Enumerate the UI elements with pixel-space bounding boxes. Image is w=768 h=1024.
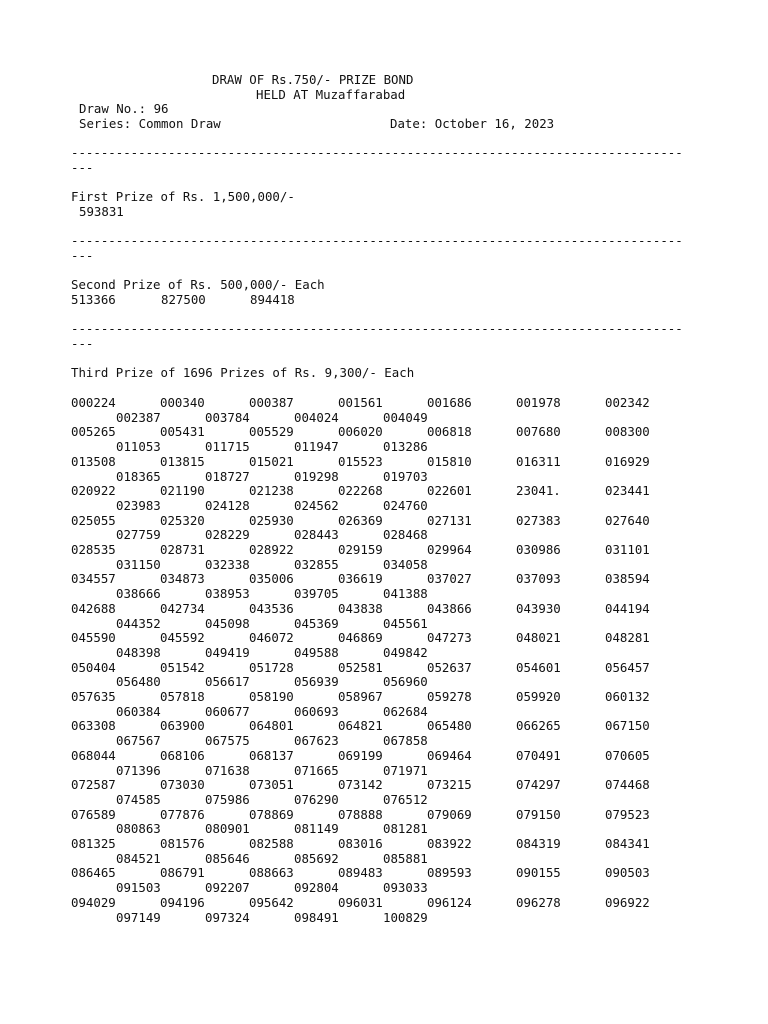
third-prize-number: 024760	[383, 497, 428, 513]
third-prize-number: 067567	[116, 733, 161, 749]
third-prize-number: 084319	[516, 836, 561, 851]
third-prize-number: 045590	[71, 630, 116, 646]
third-prize-number: 063308	[71, 718, 116, 734]
third-prize-number: 083922	[427, 836, 472, 851]
third-prize-number: 044352	[116, 615, 161, 631]
third-prize-number: 028535	[71, 542, 116, 557]
third-prize-number: 045369	[294, 615, 339, 631]
third-prize-number: 067623	[294, 733, 339, 749]
third-prize-number: 052637	[427, 659, 472, 675]
third-prize-number: 022601	[427, 483, 472, 499]
third-prize-number: 001686	[427, 395, 472, 410]
third-prize-number: 074585	[116, 791, 161, 807]
third-prize-number: 081325	[71, 836, 116, 851]
third-prize-number: 076589	[71, 806, 116, 822]
third-prize-number: 048021	[516, 630, 561, 646]
third-prize-number: 042734	[160, 600, 205, 616]
third-prize-number: 016929	[605, 453, 650, 469]
third-prize-number: 089593	[427, 865, 472, 881]
third-prize-number: 060677	[205, 703, 250, 719]
third-prize-number: 085646	[205, 850, 250, 866]
third-prize-number: 036619	[338, 571, 383, 587]
third-prize-number: 000340	[160, 395, 205, 410]
section-divider-tail: ---	[71, 336, 94, 351]
third-prize-number: 062684	[383, 703, 428, 719]
second-prize-number: 513366	[71, 292, 116, 307]
third-prize-number: 100829	[383, 909, 428, 925]
third-prize-number: 063900	[160, 718, 205, 734]
third-prize-number: 074297	[516, 777, 561, 793]
third-prize-number: 057635	[71, 689, 116, 704]
third-prize-number: 059278	[427, 689, 472, 704]
third-prize-number: 050404	[71, 659, 116, 675]
third-prize-number: 080901	[205, 821, 250, 837]
third-prize-number: 079069	[427, 806, 472, 822]
third-prize-number: 089483	[338, 865, 383, 881]
third-prize-number: 080863	[116, 821, 161, 837]
third-prize-number: 031101	[605, 542, 650, 557]
third-prize-number: 046869	[338, 630, 383, 646]
third-prize-number: 028468	[383, 527, 428, 543]
third-prize-number: 073030	[160, 777, 205, 793]
third-prize-number: 043536	[249, 600, 294, 616]
third-prize-number: 081576	[160, 836, 205, 851]
third-prize-number: 081149	[294, 821, 339, 837]
third-prize-number: 027383	[516, 512, 561, 528]
third-prize-number: 071665	[294, 762, 339, 778]
third-prize-number: 038953	[205, 586, 250, 602]
third-prize-number: 048398	[116, 644, 161, 660]
third-prize-number: 072587	[71, 777, 116, 793]
third-prize-number: 096124	[427, 894, 472, 910]
third-prize-number: 058967	[338, 689, 383, 704]
third-prize-number: 085692	[294, 850, 339, 866]
third-prize-number: 071396	[116, 762, 161, 778]
section-divider-tail: ---	[71, 160, 94, 175]
third-prize-number: 049842	[383, 644, 428, 660]
third-prize-number: 088663	[249, 865, 294, 881]
third-prize-number: 071971	[383, 762, 428, 778]
third-prize-number: 020922	[71, 483, 116, 499]
third-prize-number: 034557	[71, 571, 116, 587]
third-prize-number: 007680	[516, 424, 561, 440]
section-divider: ----------------------------------------------------------------------------------	[71, 146, 683, 160]
third-prize-number: 093033	[383, 880, 428, 896]
third-prize-number: 076512	[383, 791, 428, 807]
third-prize-number: 056939	[294, 674, 339, 690]
third-prize-number: 043866	[427, 600, 472, 616]
third-prize-number: 032855	[294, 556, 339, 572]
third-prize-number: 079150	[516, 806, 561, 822]
third-prize-number: 086791	[160, 865, 205, 881]
third-prize-number: 073215	[427, 777, 472, 793]
third-prize-number: 047273	[427, 630, 472, 646]
third-prize-number: 025055	[71, 512, 116, 528]
third-prize-number: 078888	[338, 806, 383, 822]
third-prize-number: 011053	[116, 439, 161, 455]
second-prize-number: 827500	[161, 292, 206, 307]
third-prize-number: 034058	[383, 556, 428, 572]
third-prize-number: 006020	[338, 424, 383, 440]
third-prize-number: 038666	[116, 586, 161, 602]
draw-date: Date: October 16, 2023	[390, 116, 555, 131]
third-prize-number: 054601	[516, 659, 561, 675]
third-prize-number: 025320	[160, 512, 205, 528]
third-prize-number: 076290	[294, 791, 339, 807]
third-prize-number: 015810	[427, 453, 472, 469]
third-prize-number: 011947	[294, 439, 339, 455]
third-prize-number: 005431	[160, 424, 205, 440]
third-prize-number: 092207	[205, 880, 250, 896]
third-prize-number: 032338	[205, 556, 250, 572]
third-prize-number: 077876	[160, 806, 205, 822]
section-divider: ----------------------------------------------------------------------------------	[71, 322, 683, 336]
third-prize-number: 026369	[338, 512, 383, 528]
third-prize-number: 029159	[338, 542, 383, 557]
third-prize-number: 037027	[427, 571, 472, 587]
third-prize-number: 045098	[205, 615, 250, 631]
third-prize-number: 084521	[116, 850, 161, 866]
third-prize-number: 003784	[205, 409, 250, 425]
third-prize-number: 051542	[160, 659, 205, 675]
third-prize-number: 073051	[249, 777, 294, 793]
third-prize-number: 041388	[383, 586, 428, 602]
third-prize-number: 008300	[605, 424, 650, 440]
third-prize-number: 094196	[160, 894, 205, 910]
third-prize-number: 030986	[516, 542, 561, 557]
third-prize-number: 056457	[605, 659, 650, 675]
third-prize-number: 065480	[427, 718, 472, 734]
third-prize-number: 000387	[249, 395, 294, 410]
third-prize-number: 022268	[338, 483, 383, 499]
second-prize-number: 894418	[250, 292, 295, 307]
third-prize-number: 068044	[71, 747, 116, 763]
third-prize-number: 045561	[383, 615, 428, 631]
third-prize-number: 091503	[116, 880, 161, 896]
third-prize-number: 071638	[205, 762, 250, 778]
third-prize-number: 067858	[383, 733, 428, 749]
third-prize-number: 094029	[71, 894, 116, 910]
third-prize-number: 057818	[160, 689, 205, 704]
third-prize-number: 034873	[160, 571, 205, 587]
third-prize-heading: Third Prize of 1696 Prizes of Rs. 9,300/- Each	[71, 365, 415, 380]
third-prize-number: 021238	[249, 483, 294, 499]
third-prize-number: 085881	[383, 850, 428, 866]
third-prize-number: 044194	[605, 600, 650, 616]
third-prize-number: 069199	[338, 747, 383, 763]
third-prize-number: 049419	[205, 644, 250, 660]
third-prize-number: 027131	[427, 512, 472, 528]
third-prize-number: 073142	[338, 777, 383, 793]
third-prize-number: 090503	[605, 865, 650, 881]
third-prize-number: 037093	[516, 571, 561, 587]
third-prize-number: 098491	[294, 909, 339, 925]
draw-series: Series: Common Draw	[79, 116, 221, 131]
third-prize-number: 013508	[71, 453, 116, 469]
third-prize-number: 096031	[338, 894, 383, 910]
third-prize-number: 006818	[427, 424, 472, 440]
draw-number: Draw No.: 96	[79, 101, 169, 116]
third-prize-number: 097324	[205, 909, 250, 925]
first-prize-number: 593831	[79, 204, 124, 219]
third-prize-number: 070605	[605, 747, 650, 763]
first-prize-heading: First Prize of Rs. 1,500,000/-	[71, 189, 295, 204]
third-prize-number: 004024	[294, 409, 339, 425]
third-prize-number: 068137	[249, 747, 294, 763]
third-prize-number: 028229	[205, 527, 250, 543]
third-prize-number: 025930	[249, 512, 294, 528]
third-prize-number: 021190	[160, 483, 205, 499]
third-prize-number: 075986	[205, 791, 250, 807]
second-prize-heading: Second Prize of Rs. 500,000/- Each	[71, 277, 325, 292]
third-prize-number: 066265	[516, 718, 561, 734]
third-prize-number: 023441	[605, 483, 650, 499]
third-prize-number: 011715	[205, 439, 250, 455]
third-prize-number: 060132	[605, 689, 650, 704]
third-prize-number: 060384	[116, 703, 161, 719]
third-prize-number: 049588	[294, 644, 339, 660]
section-divider-tail: ---	[71, 248, 94, 263]
third-prize-number: 059920	[516, 689, 561, 704]
third-prize-number: 005529	[249, 424, 294, 440]
third-prize-number: 079523	[605, 806, 650, 822]
third-prize-number: 084341	[605, 836, 650, 851]
third-prize-number: 060693	[294, 703, 339, 719]
third-prize-number: 000224	[71, 395, 116, 410]
third-prize-number: 056617	[205, 674, 250, 690]
third-prize-number: 013815	[160, 453, 205, 469]
third-prize-number: 048281	[605, 630, 650, 646]
third-prize-number: 035006	[249, 571, 294, 587]
third-prize-number: 001978	[516, 395, 561, 410]
third-prize-number: 042688	[71, 600, 116, 616]
third-prize-number: 045592	[160, 630, 205, 646]
third-prize-number: 092804	[294, 880, 339, 896]
draw-venue: HELD AT Muzaffarabad	[256, 87, 406, 102]
third-prize-number: 067575	[205, 733, 250, 749]
third-prize-number: 086465	[71, 865, 116, 881]
third-prize-number: 002342	[605, 395, 650, 410]
third-prize-number: 096922	[605, 894, 650, 910]
third-prize-number: 046072	[249, 630, 294, 646]
third-prize-number: 068106	[160, 747, 205, 763]
third-prize-number: 002387	[116, 409, 161, 425]
third-prize-number: 096278	[516, 894, 561, 910]
document-title: DRAW OF Rs.750/- PRIZE BOND	[212, 72, 414, 87]
third-prize-number: 005265	[71, 424, 116, 440]
third-prize-number: 018365	[116, 468, 161, 484]
third-prize-number: 069464	[427, 747, 472, 763]
third-prize-number: 015021	[249, 453, 294, 469]
third-prize-number: 019298	[294, 468, 339, 484]
third-prize-number: 074468	[605, 777, 650, 793]
third-prize-number: 001561	[338, 395, 383, 410]
third-prize-number: 058190	[249, 689, 294, 704]
third-prize-number: 038594	[605, 571, 650, 587]
third-prize-number: 097149	[116, 909, 161, 925]
third-prize-number: 023983	[116, 497, 161, 513]
third-prize-number: 082588	[249, 836, 294, 851]
third-prize-number: 052581	[338, 659, 383, 675]
third-prize-number: 028443	[294, 527, 339, 543]
third-prize-number: 013286	[383, 439, 428, 455]
third-prize-number: 028922	[249, 542, 294, 557]
third-prize-number: 064801	[249, 718, 294, 734]
third-prize-number: 090155	[516, 865, 561, 881]
third-prize-number: 016311	[516, 453, 561, 469]
third-prize-number: 051728	[249, 659, 294, 675]
third-prize-number: 015523	[338, 453, 383, 469]
third-prize-number: 018727	[205, 468, 250, 484]
third-prize-number: 064821	[338, 718, 383, 734]
third-prize-number: 081281	[383, 821, 428, 837]
third-prize-number: 095642	[249, 894, 294, 910]
section-divider: ----------------------------------------------------------------------------------	[71, 234, 683, 248]
third-prize-number: 029964	[427, 542, 472, 557]
third-prize-number: 056960	[383, 674, 428, 690]
third-prize-number: 039705	[294, 586, 339, 602]
third-prize-number: 004049	[383, 409, 428, 425]
third-prize-number: 031150	[116, 556, 161, 572]
third-prize-number: 024128	[205, 497, 250, 513]
third-prize-number: 067150	[605, 718, 650, 734]
third-prize-number: 024562	[294, 497, 339, 513]
third-prize-number: 070491	[516, 747, 561, 763]
third-prize-number: 028731	[160, 542, 205, 557]
third-prize-number: 056480	[116, 674, 161, 690]
third-prize-number: 019703	[383, 468, 428, 484]
third-prize-number: 027640	[605, 512, 650, 528]
third-prize-number: 23041.	[516, 483, 561, 499]
third-prize-number: 078869	[249, 806, 294, 822]
third-prize-number: 027759	[116, 527, 161, 543]
third-prize-number: 083016	[338, 836, 383, 851]
third-prize-number: 043838	[338, 600, 383, 616]
third-prize-number: 043930	[516, 600, 561, 616]
